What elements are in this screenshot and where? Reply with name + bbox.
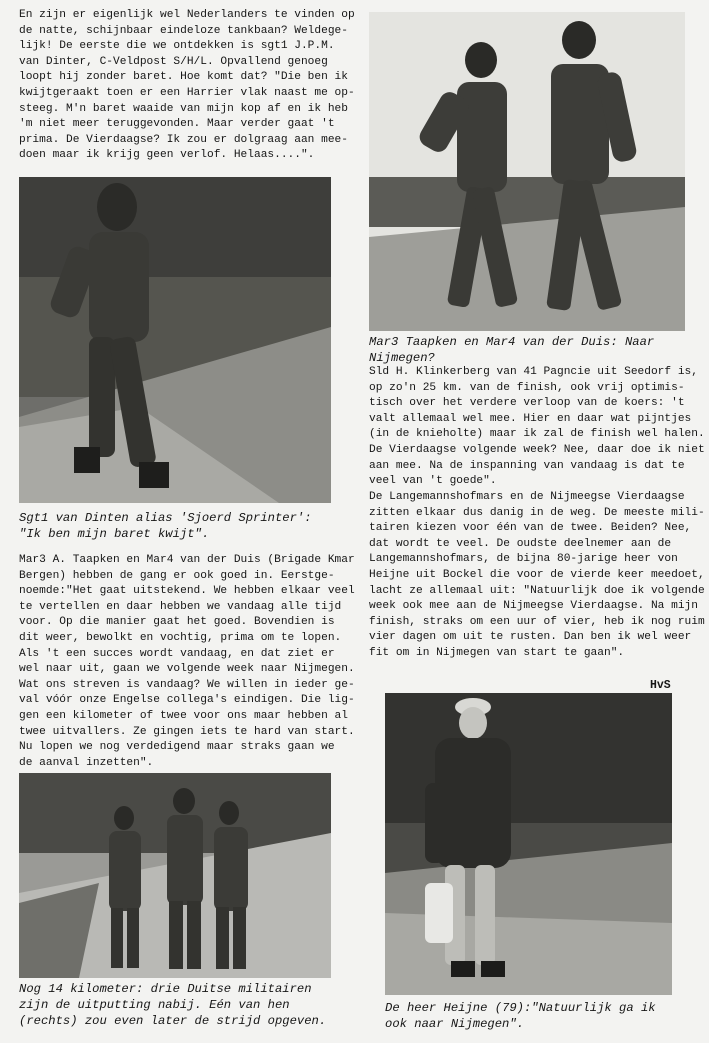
author-signature: HvS [650, 679, 671, 692]
photo-van-dinter [19, 177, 331, 503]
caption-taapken: Mar3 Taapken en Mar4 van der Duis: Naar Nijmegen? [369, 335, 655, 365]
photo-taapken-van-der-duis [369, 12, 685, 331]
caption-heer-heijne: De heer Heijne (79):"Natuurlijk ga ik ook naar Nijmegen". [385, 1001, 656, 1031]
intro-paragraph: En zijn er eigenlijk wel Nederlanders te vinden op de natte, schijnbaar eindeloze tankbaan? Weldege- lijk! De eerste die we ontdekken is sgt1 J.P.M. van Dinter, C-Veldpost S/H/L. Opvallend genoeg loopt hij zonder baret. Hoe komt dat? "Die ben ik kwijtgeraakt toen er een Harrier vlak naast me op- steeg. M'n baret waaide van mijn kop af en ik heb 'm niet meer teruggevonden. Maar verder gaat 't prima. De Vierdaagse? Ik zou er dolgraag aan mee- doen maar ik krijg geen verlof. Helaas....". [19, 9, 355, 162]
caption-duitse-militairen: Nog 14 kilometer: drie Duitse militairen zijn de uitputting nabij. Eén van hen (rechts) zou even later de strijd opgeven. [19, 982, 327, 1028]
klinkerberg-paragraph: Sld H. Klinkerberg van 41 Pagncie uit Seedorf is, op zo'n 25 km. van de finish, ook vrij optimis- tisch over het verdere verloop van de koers: 't valt allemaal wel mee. Hier en daar wat pijntjes (in de knieholte) maar ik zal de finish wel halen. De Vierdaagse volgende week? Nee, daar doe ik niet aan mee. Na de inspanning van vandaag is dat te veel van 't goede". [369, 366, 705, 488]
taapken-paragraph: Mar3 A. Taapken en Mar4 van der Duis (Brigade Kmar Bergen) hebben de gang er ook goed in. Eerstge- noemde:"Het gaat uitstekend. We hebben elkaar veel te vertellen en daar hebben we vandaag alle tijd voor. Op die manier gaat het goed. Bovendien is dit weer, bewolkt en vochtig, prima om te lopen. Als 't een succes wordt vandaag, en dat ziet er wel naar uit, gaan we volgende week naar Nijmegen. Wat ons streven is vandaag? We willen in ieder ge- val vóór onze Engelse collega's eindigen. Die lig- gen een kilometer of twee voor ons maar hebben al twee uitvallers. Ze gingen iets te hard van start. Nu lopen we nog verdedigend maar straks gaan we de aanval inzetten". [19, 554, 355, 769]
photo-duitse-militairen [19, 773, 331, 978]
langemann-paragraph: De Langemannshofmars en de Nijmeegse Vierdaagse zitten elkaar dus danig in de weg. De meeste mili- tairen kiezen voor één van de twee. Beiden? Nee, dat wordt te veel. De oudste deelnemer aan de Langemannshofmars, de bijna 80-jarige heer von Heijne uit Bockel die voor de vierde keer meedoet, lacht ze allemaal uit: "Natuurlijk doe ik volgende week ook mee aan de Nijmeegse Vierdaagse. Na mijn finish, straks om een uur of vier, heb ik nog ruim vier dagen om uit te rusten. Dan ben ik wel weer fit om in Nijmegen van start te gaan". [369, 491, 705, 659]
photo-heer-heijne [385, 693, 672, 995]
caption-van-dinter: Sgt1 van Dinten alias 'Sjoerd Sprinter': "Ik ben mijn baret kwijt". [19, 511, 312, 541]
